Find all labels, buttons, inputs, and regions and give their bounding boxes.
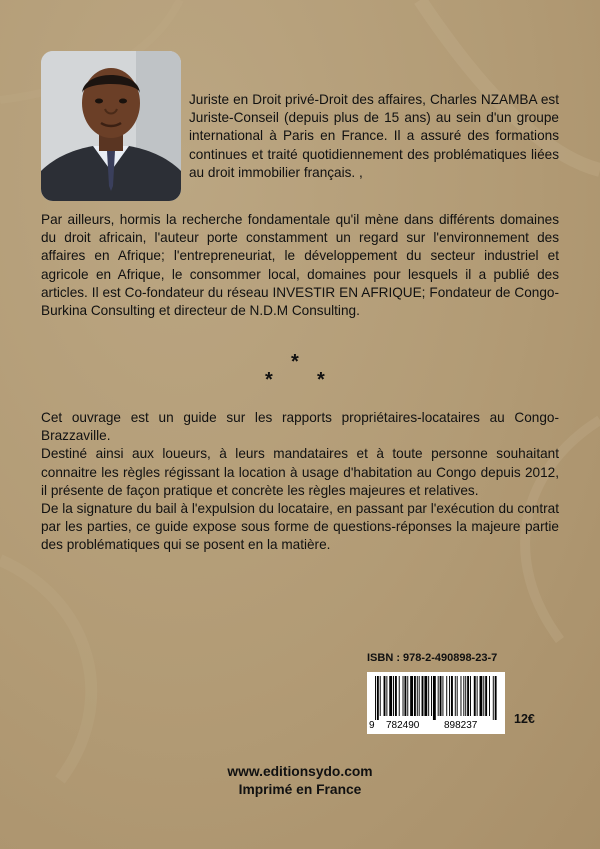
barcode-right-group: 898237: [444, 720, 478, 731]
isbn-label: ISBN : 978-2-490898-23-7: [367, 652, 498, 664]
price-label: 12€: [514, 712, 535, 726]
star-top: *: [291, 351, 299, 373]
summary-paragraph: De la signature du bail à l'expulsion du locataire, en passant par l'exécution du contrat par les parties, ce guide expose sous forme de questions-réponses la majeure partie des problématiques qui se posent en la matière.: [41, 501, 559, 553]
star-left: *: [265, 369, 273, 391]
barcode-lead-digit: 9: [369, 720, 375, 731]
author-bio-details: Par ailleurs, hormis la recherche fondamentale qu'il mène dans différents domaines du droit africain, l'auteur porte constamment un regard sur l'environnement des affaires en Afrique; l'entrepreneuriat, le développement du secteur industriel et agricole en Afrique, le consommer local, domaines pour lesquels il a publié des articles. Il est Co-fondateur du réseau INVESTIR EN AFRIQUE; Fondateur de Congo-Burkina Consulting et directeur de N.D.M Consulting.: [41, 212, 559, 319]
author-bio-intro: Juriste en Droit privé-Droit des affaires, Charles NZAMBA est Juriste-Conseil (depuis plus de 15 ans) au sein d'un groupe international à Paris en France. Il a assuré des formations continues et traité quotidiennement des problématiques liées au droit immobilier français. ,: [189, 92, 559, 180]
barcode: [367, 672, 505, 734]
star-right: *: [317, 369, 325, 391]
summary-paragraph: Destiné ainsi aux loueurs, à leurs mandataires et à toute personne souhaitant connaitre les règles régissant la location à usage d'habitation au Congo depuis 2012, il présente de façon pratique et concrète les règles majeures et relatives.: [41, 446, 559, 498]
ean13-barcode-icon: [373, 676, 499, 720]
summary-paragraph: Cet ouvrage est un guide sur les rapports propriétaires-locataires au Congo-Brazzaville.: [41, 410, 559, 444]
book-summary: [41, 409, 559, 555]
author-photo: [41, 51, 181, 201]
printed-in-label: Imprimé en France: [238, 782, 362, 797]
barcode-left-group: 782490: [386, 720, 420, 731]
publisher-website: www.editionsydo.com: [227, 764, 373, 779]
barcode-digits: [367, 720, 505, 732]
author-portrait-icon: [41, 51, 181, 201]
